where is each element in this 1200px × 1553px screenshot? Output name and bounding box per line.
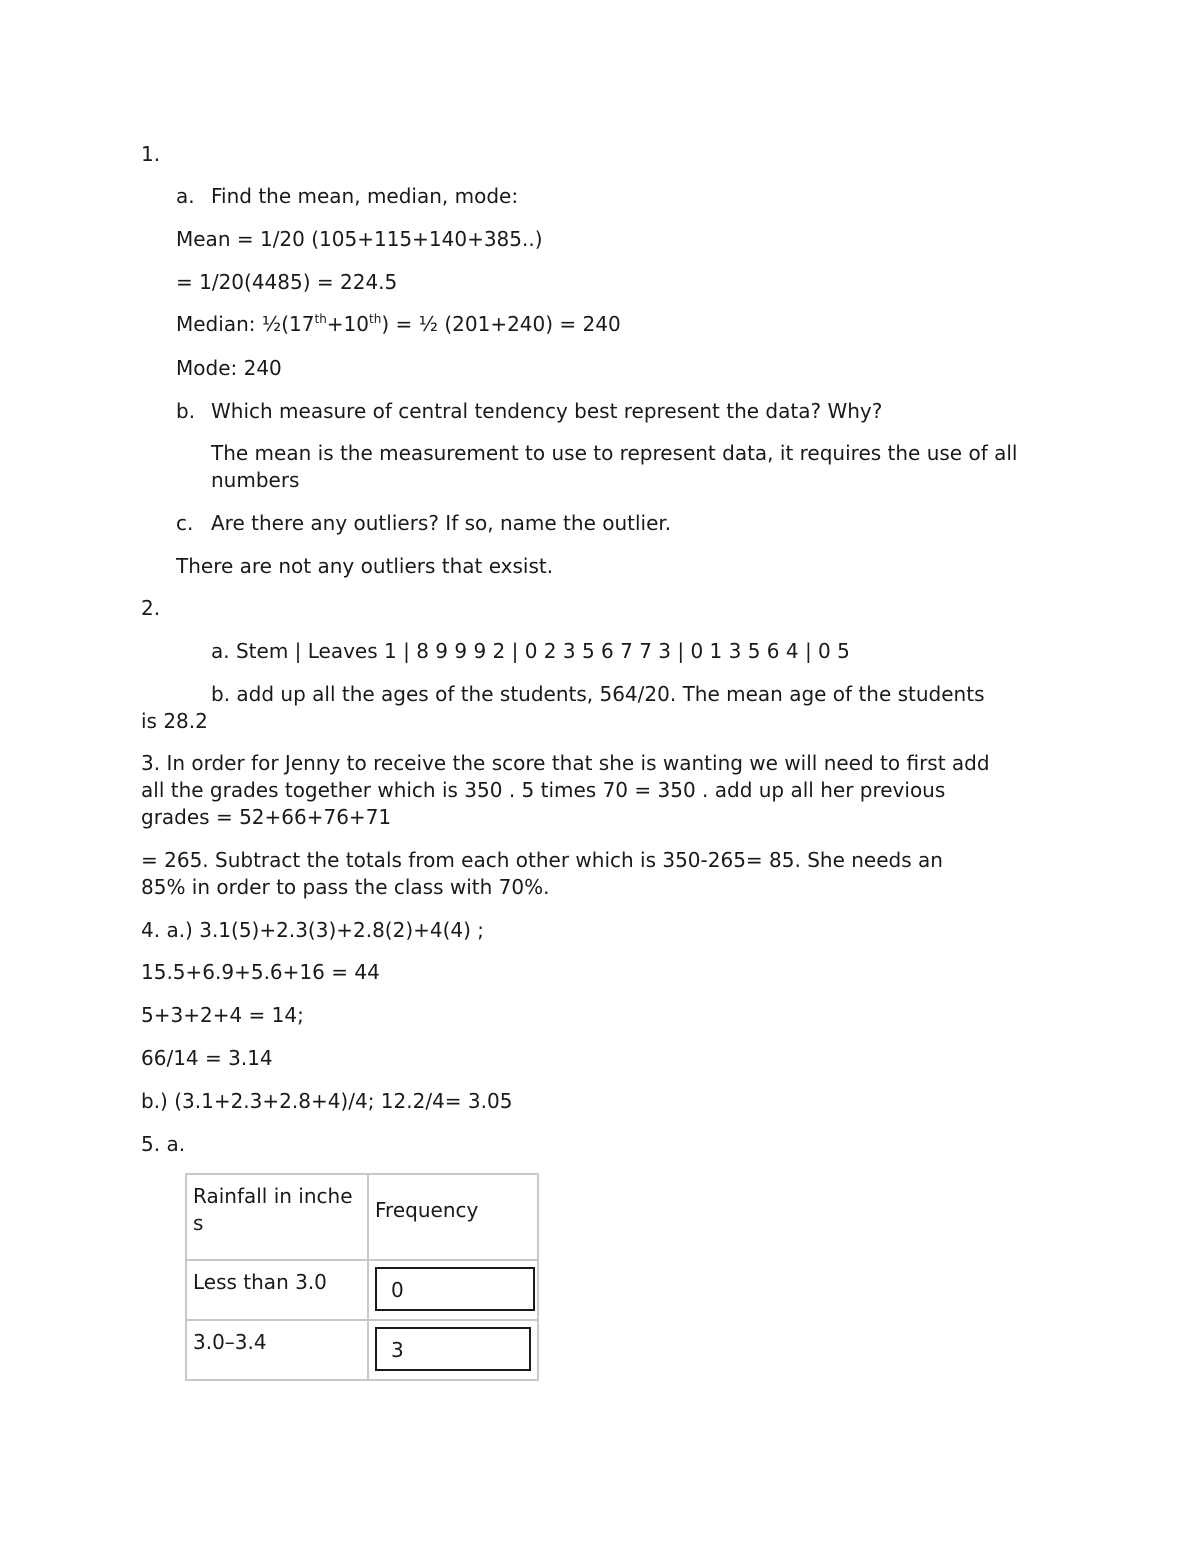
median-superscript-1: th xyxy=(314,312,327,326)
q2-number: 2. xyxy=(141,596,161,620)
table-row xyxy=(186,1320,538,1380)
table-row xyxy=(186,1260,538,1320)
q2-a-stem-leaf: a. Stem | Leaves 1 | 8 9 9 9 2 | 0 2 3 5 6 7 7 3 | 0 1 3 5 6 4 | 0 5 xyxy=(211,639,850,663)
range-cell xyxy=(186,1260,368,1320)
header-frequency-cell xyxy=(368,1174,538,1260)
q1-mode-line: Mode: 240 xyxy=(176,356,282,380)
range-value: 3.0–3.4 xyxy=(193,1330,267,1354)
q1-mean-result: = 1/20(4485) = 224.5 xyxy=(176,270,398,294)
header-rainfall-cell xyxy=(186,1174,368,1260)
rainfall-frequency-table xyxy=(185,1173,539,1381)
q1-a-question: Find the mean, median, mode: xyxy=(211,184,519,208)
q4-weights-line: 5+3+2+4 = 14; xyxy=(141,1003,304,1027)
q4-sum-line: 15.5+6.9+5.6+16 = 44 xyxy=(141,960,380,984)
q1-number: 1. xyxy=(141,142,161,166)
median-text-start: Median: ½(17 xyxy=(176,312,315,336)
q2-b-line-2: is 28.2 xyxy=(141,709,208,733)
frequency-value: 3 xyxy=(375,1327,531,1371)
q3-line-4: = 265. Subtract the totals from each other which is 350-265= 85. She needs an xyxy=(141,848,943,872)
q1-mean-line: Mean = 1/20 (105+115+140+385..) xyxy=(176,227,543,251)
frequency-cell xyxy=(368,1320,538,1380)
table-header-row xyxy=(186,1174,538,1260)
median-text-end: ) = ½ (201+240) = 240 xyxy=(381,312,621,336)
range-value: Less than 3.0 xyxy=(193,1270,327,1294)
q4-b-line: b.) (3.1+2.3+2.8+4)/4; 12.2/4= 3.05 xyxy=(141,1089,513,1113)
q1-c-answer: There are not any outliers that exsist. xyxy=(176,554,554,578)
q3-line-3: grades = 52+66+76+71 xyxy=(141,805,392,829)
q3-line-2: all the grades together which is 350 . 5 times 70 = 350 . add up all her previous xyxy=(141,778,946,802)
q1-b-answer: The mean is the measurement to use to represent data, it requires the use of all numbers xyxy=(211,441,1018,492)
q4-gpa-line: 66/14 = 3.14 xyxy=(141,1046,273,1070)
q1-c-question: Are there any outliers? If so, name the outlier. xyxy=(211,511,672,535)
range-cell xyxy=(186,1320,368,1380)
q3-line-1: 3. In order for Jenny to receive the score that she is wanting we will need to first add xyxy=(141,751,990,775)
median-text-mid: +10 xyxy=(326,312,370,336)
q1-a-marker: a. xyxy=(176,184,195,208)
q1-c-marker: c. xyxy=(176,511,194,535)
frequency-cell xyxy=(368,1260,538,1320)
q3-line-5: 85% in order to pass the class with 70%. xyxy=(141,875,550,899)
q4-a-line: 4. a.) 3.1(5)+2.3(3)+2.8(2)+4(4) ; xyxy=(141,918,485,942)
header-frequency: Frequency xyxy=(375,1198,479,1222)
header-rainfall: Rainfall in inches xyxy=(193,1184,353,1235)
q1-median-line xyxy=(176,311,621,338)
q1-b-marker: b. xyxy=(176,399,196,423)
q5-label: 5. a. xyxy=(141,1132,186,1156)
q1-b-question: Which measure of central tendency best represent the data? Why? xyxy=(211,399,883,423)
q2-b-line-1: b. add up all the ages of the students, 564/20. The mean age of the students xyxy=(211,682,985,706)
median-superscript-2: th xyxy=(369,312,382,326)
frequency-value: 0 xyxy=(375,1267,535,1311)
